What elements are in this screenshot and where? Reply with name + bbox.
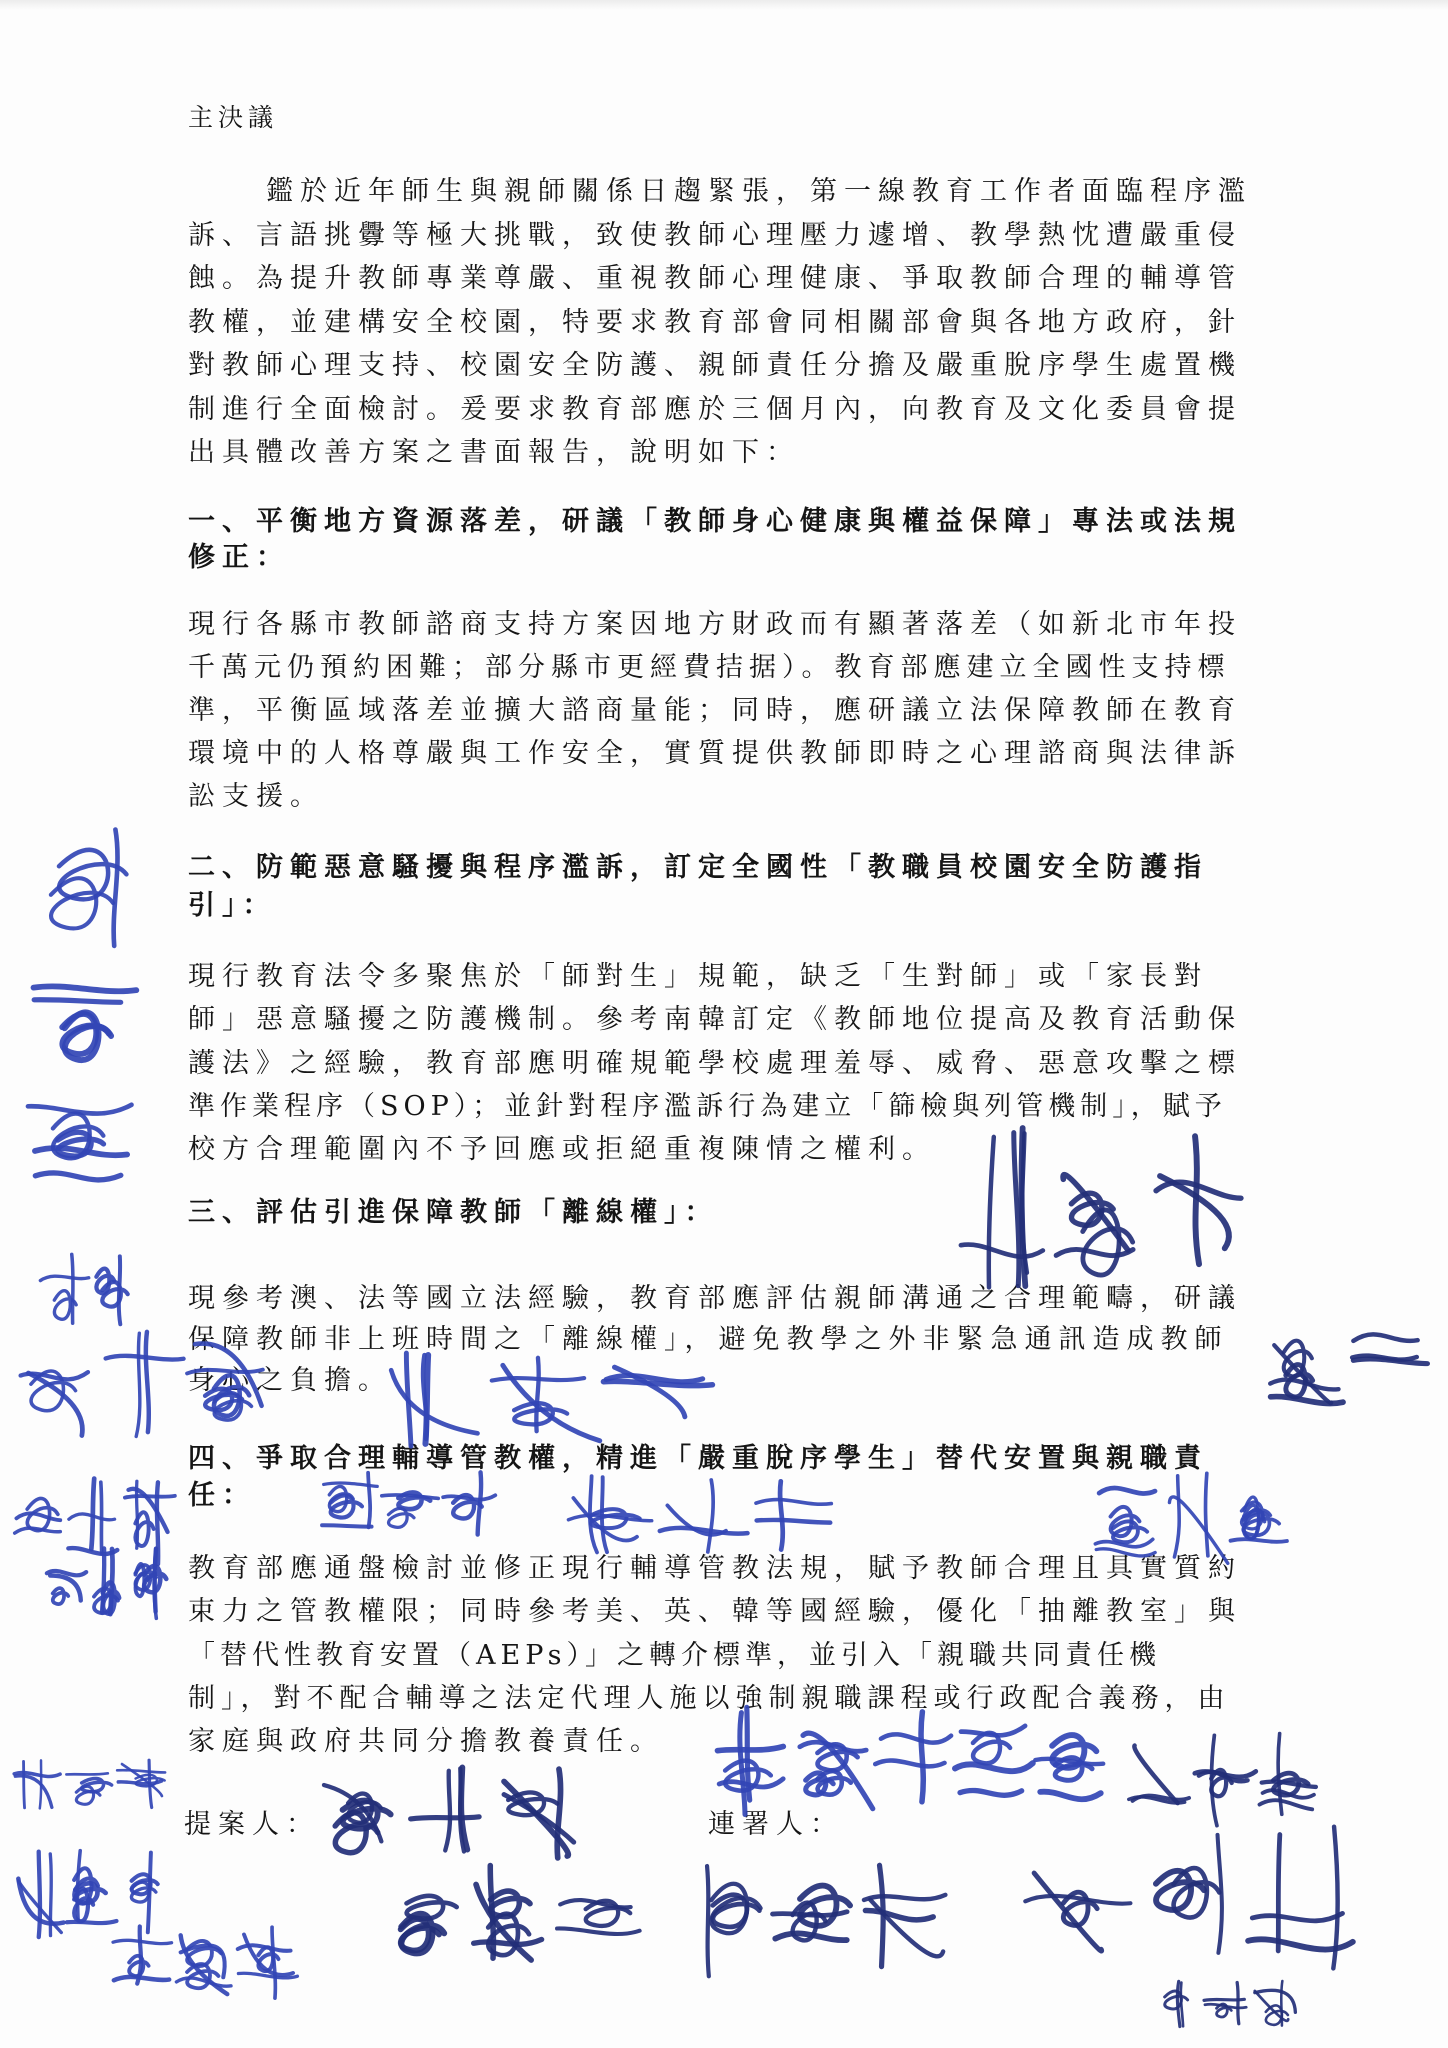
signature-stroke	[176, 1978, 231, 1986]
signature-stroke	[82, 1778, 112, 1791]
signature-stroke	[514, 1403, 567, 1424]
signature	[111, 1921, 301, 2001]
section-3-heading	[188, 1195, 719, 1231]
signature-stroke	[707, 1866, 709, 1976]
signature	[13, 1475, 178, 1567]
signature-stroke	[1156, 1871, 1204, 1910]
signature-stroke	[146, 1332, 149, 1432]
signature	[1266, 1312, 1430, 1423]
signature-stroke	[69, 1514, 115, 1520]
section-body-line: 師」惡意騷擾之防護機制。參考南韓訂定《教師地位提高及教育活動保	[188, 1004, 1242, 1036]
signature-stroke	[407, 1896, 457, 1919]
signature-stroke	[149, 1760, 152, 1807]
signature-stroke	[54, 1291, 76, 1320]
signature-stroke	[78, 1851, 81, 1921]
signature-stroke	[775, 1933, 846, 1940]
signature-stroke	[76, 1786, 100, 1804]
signature-stroke	[1263, 1790, 1314, 1798]
signature-stroke	[557, 1769, 560, 1858]
signature	[380, 1862, 642, 1967]
signature-stroke	[1252, 1913, 1342, 1920]
signature-stroke	[31, 1371, 76, 1411]
intro-paragraph	[188, 170, 1252, 475]
signature-stroke	[67, 1921, 117, 1923]
signature-stroke	[1211, 1770, 1231, 1796]
signature-stroke	[660, 1528, 748, 1534]
signature-stroke	[187, 1964, 218, 1988]
signature-stroke	[1286, 1365, 1313, 1397]
signature-stroke	[1034, 1873, 1101, 1951]
signature-stroke	[40, 1276, 88, 1280]
signature-stroke	[34, 1000, 121, 1003]
signature-stroke	[53, 1114, 103, 1159]
signature-stroke	[560, 1900, 630, 1907]
signature-stroke	[39, 1852, 40, 1937]
section-body-line: 訟支援。	[188, 781, 324, 812]
signature-stroke	[114, 1977, 169, 1980]
signature-stroke	[272, 1927, 275, 1998]
signature	[315, 1764, 585, 1864]
signature-ink	[46, 1548, 171, 1628]
signature-stroke	[144, 1566, 166, 1592]
signature	[682, 1856, 951, 1987]
section-body-line: 千萬元仍預約困難；部分縣市更經費拮据）。教育部應建立全國性支持標	[188, 652, 1231, 683]
signature-stroke	[1231, 1539, 1287, 1542]
intro-line: 訴、言語挑釁等極大挑戰，致使教師心理壓力遽增、教學熱忱遭嚴重侵	[188, 219, 1242, 251]
signature-stroke	[35, 1148, 127, 1155]
signature-stroke	[135, 1512, 153, 1546]
signature-stroke	[1083, 1210, 1133, 1275]
signature-stroke	[157, 1482, 158, 1564]
signature-stroke	[28, 1373, 82, 1436]
section-1-body	[188, 603, 1242, 818]
signature-stroke	[1274, 1345, 1331, 1403]
signature-ink	[380, 1862, 642, 1967]
signature-stroke	[1353, 1334, 1417, 1341]
signature-stroke	[21, 1372, 88, 1379]
signature-stroke	[238, 1973, 297, 1978]
signature-stroke	[1160, 1176, 1229, 1248]
signature-ink	[315, 1764, 585, 1864]
intro-line: 出具體改善方案之書面報告，說明如下：	[188, 437, 800, 468]
signature-stroke	[1278, 1734, 1282, 1815]
signature-stroke	[488, 1914, 529, 1955]
cosigner-label: 連署人：	[708, 1809, 844, 1840]
signature-ink	[13, 1849, 173, 1941]
signature-stroke	[53, 1588, 68, 1604]
signature-stroke	[68, 1548, 117, 1554]
signature-stroke	[818, 1771, 851, 1795]
signature-stroke	[16, 1513, 60, 1520]
signature-stroke	[119, 1256, 120, 1324]
signature-stroke	[474, 1939, 542, 1944]
signature-stroke	[713, 1895, 760, 1927]
signature-stroke	[1260, 1800, 1313, 1809]
signature-stroke	[15, 1528, 61, 1533]
signature-stroke	[1205, 2004, 1246, 2008]
signature-ink	[1266, 1312, 1430, 1423]
signature-stroke	[491, 1891, 530, 1916]
signature-stroke	[65, 1012, 111, 1060]
signature-stroke	[154, 1549, 156, 1619]
signature-stroke	[1095, 1539, 1152, 1546]
signature-stroke	[74, 1868, 98, 1903]
section-body-line: 準，平衡區域落差並擴大諮商量能；同時，應研議立法保障教師在教育	[188, 695, 1242, 726]
signature-stroke	[1284, 1341, 1312, 1377]
signature-stroke	[15, 1776, 52, 1808]
section-body-line: 制」，對不配合輔導之法定代理人施以強制親職課程或行政配合義務，由	[188, 1682, 1231, 1714]
signature-stroke	[793, 1903, 826, 1941]
section-heading-line: 任：	[188, 1480, 256, 1511]
signature-stroke	[18, 1879, 63, 1924]
signature-stroke	[244, 1934, 293, 1975]
signature-stroke	[101, 1482, 102, 1553]
signature-stroke	[35, 1173, 120, 1180]
signature-stroke	[1199, 1772, 1248, 1782]
signature-stroke	[1241, 1502, 1270, 1529]
signature-ink	[1023, 1823, 1357, 1974]
signature-stroke	[129, 1489, 168, 1532]
signature-stroke	[1156, 1182, 1241, 1198]
signature-stroke	[122, 1764, 162, 1796]
section-2-heading	[188, 849, 1208, 925]
signature-stroke	[1281, 1981, 1282, 2026]
signature-stroke	[806, 1773, 834, 1795]
section-body-line: 教育部應通盤檢討並修正現行輔導管教法規，賦予教師合理且具實質約	[188, 1553, 1242, 1584]
signature-stroke	[187, 1941, 221, 1966]
signature-stroke	[102, 1548, 104, 1612]
signature-stroke	[258, 1947, 278, 1971]
signature-stroke	[1237, 1983, 1239, 2024]
signature-stroke	[1255, 1991, 1288, 2021]
signature-stroke	[1173, 1868, 1219, 1917]
signature-stroke	[1255, 1990, 1296, 2012]
section-heading-line: 二、防範惡意騷擾與程序濫訴，訂定全國性「教職員校園安全防護指	[188, 852, 1208, 883]
signature-stroke	[1218, 1835, 1222, 1953]
signature	[46, 1548, 171, 1628]
signature-stroke	[460, 1768, 464, 1851]
intro-line: 制進行全面檢討。爰要求教育部應於三個月內，向教育及文化委員會提	[188, 393, 1242, 425]
signature-stroke	[148, 1853, 151, 1933]
signature-stroke	[324, 1785, 381, 1841]
signature-stroke	[91, 1479, 94, 1550]
signature-ink	[26, 826, 144, 1206]
section-body-line: 現參考澳、法等國立法經驗，教育部應評估親師溝通之合理範疇，研議	[188, 1283, 1242, 1314]
signature-stroke	[1273, 1773, 1308, 1795]
section-heading-line: 三、評估引進保障教師「離線權」：	[188, 1197, 719, 1228]
signature-stroke	[1025, 1896, 1130, 1904]
signature-stroke	[1195, 1771, 1256, 1776]
section-body-line: 束力之管教權限；同時參考美、英、韓等國經驗，優化「抽離教室」與	[188, 1596, 1242, 1628]
signature-stroke	[411, 1817, 479, 1819]
signature-stroke	[106, 1356, 184, 1360]
signature-stroke	[725, 1761, 771, 1791]
signature-stroke	[568, 1515, 651, 1521]
signature-stroke	[66, 1773, 107, 1774]
signature-stroke	[955, 1763, 1033, 1771]
signature-stroke	[114, 830, 118, 946]
signature-stroke	[1056, 1249, 1133, 1255]
signature-stroke	[131, 1882, 155, 1902]
section-3-body	[188, 1278, 1242, 1401]
signature-ink	[1154, 1980, 1298, 2033]
signature-stroke	[322, 1525, 371, 1526]
section-4-body	[188, 1547, 1242, 1763]
signature-stroke	[24, 1761, 25, 1807]
signature-stroke	[586, 1901, 631, 1926]
signature-stroke	[504, 1794, 574, 1842]
section-body-line: 家庭與政府共同分擔教養責任。	[188, 1726, 664, 1758]
signature-stroke	[865, 1911, 933, 1920]
signature-stroke	[800, 1886, 850, 1926]
signature-stroke	[135, 1564, 147, 1596]
section-body-line: 護法》之經驗，教育部應明確規範學校處理羞辱、威脅、惡意攻擊之標	[188, 1047, 1242, 1079]
signature-stroke	[136, 1333, 140, 1436]
signature-stroke	[1129, 1797, 1185, 1803]
signature-stroke	[461, 1767, 467, 1849]
signature-stroke	[135, 1565, 156, 1590]
signature-stroke	[27, 1498, 58, 1530]
signature-stroke	[47, 1571, 86, 1575]
signature-ink	[13, 1475, 178, 1567]
signature-stroke	[1181, 1983, 1183, 2027]
signature	[40, 1252, 140, 1330]
signature-stroke	[113, 1940, 172, 1943]
signature-stroke	[118, 1781, 161, 1784]
signature-stroke	[1266, 2005, 1288, 2024]
signature-stroke	[1071, 1193, 1113, 1225]
signature-stroke	[1271, 1397, 1343, 1404]
signature-stroke	[1244, 1505, 1265, 1538]
intro-line: 蝕。為提升教師專業尊嚴、重視教師心理健康、爭取教師合理的輔導管	[188, 263, 1242, 294]
signature-stroke	[117, 1770, 165, 1772]
signature-stroke	[74, 1889, 93, 1922]
signature-stroke	[864, 1895, 945, 1900]
signature-stroke	[401, 1914, 444, 1954]
signature	[10, 1757, 170, 1812]
signature-stroke	[136, 1775, 165, 1787]
section-body-line: 準作業程序（SOP）；並針對程序濫訴行為建立「篩檢與列管機制」，賦予	[188, 1090, 1227, 1122]
signature-stroke	[719, 1779, 783, 1787]
signature-stroke	[181, 1935, 228, 1994]
signature-stroke	[18, 1881, 61, 1933]
signature-stroke	[40, 1760, 41, 1808]
intro-line: 教權，並建構安全校園，特要求教育部會同相關部會與各地方政府，針	[188, 306, 1242, 338]
scan-edge-shadow	[0, 0, 1448, 10]
signature-stroke	[1243, 1512, 1279, 1535]
signature-stroke	[960, 1790, 1022, 1795]
signature-stroke	[28, 1105, 131, 1114]
signature-stroke	[335, 1813, 378, 1853]
signature-ink	[40, 1252, 140, 1330]
signature-stroke	[137, 1481, 138, 1548]
signature-stroke	[1204, 1999, 1244, 2000]
signature-ink	[10, 1757, 170, 1812]
signature-stroke	[94, 1588, 118, 1613]
signature-stroke	[96, 1269, 114, 1294]
signature-stroke	[961, 1245, 1043, 1257]
section-body-line: 現行各縣市教師諮商支持方案因地方財政而有顯著落差（如新北市年投	[188, 609, 1242, 640]
signature-stroke	[155, 1549, 156, 1612]
signature	[13, 1849, 173, 1941]
signature-stroke	[102, 1282, 127, 1307]
signature-stroke	[1177, 1981, 1180, 2026]
signature-stroke	[343, 1801, 391, 1829]
signature-stroke	[1352, 1356, 1417, 1360]
section-heading-line: 四、爭取合理輔導管教權，精進「嚴重脫序學生」替代安置與親職責	[188, 1443, 1208, 1474]
section-body-line: 環境中的人格尊嚴與工作安全，實質提供教師即時之心理諮商與法律訴	[188, 738, 1242, 769]
document-title: 主決議	[188, 103, 279, 132]
signature-stroke	[1133, 1795, 1190, 1800]
signature-stroke	[1217, 2004, 1232, 2017]
signature-stroke	[110, 1549, 112, 1614]
signature-ink	[682, 1856, 951, 1987]
signature-stroke	[557, 1928, 640, 1934]
signature-stroke	[129, 1956, 148, 1976]
signature-stroke	[490, 1866, 493, 1959]
section-heading-line: 修正：	[188, 542, 290, 573]
section-1-heading	[188, 504, 1242, 576]
signature-stroke	[508, 1792, 557, 1815]
section-body-line: 「替代性教育安置（AEPs）」之轉介標準，並引入「親職共同責任機	[188, 1639, 1162, 1671]
signature-stroke	[14, 1773, 60, 1777]
signature-stroke	[238, 1945, 291, 1951]
signature-stroke	[51, 878, 113, 928]
signature-stroke	[348, 1794, 381, 1823]
signature-stroke	[75, 1883, 105, 1903]
signature-stroke	[1333, 1827, 1337, 1969]
signature-stroke	[125, 1496, 175, 1498]
signature	[26, 826, 144, 1206]
signature-stroke	[870, 1900, 943, 1957]
signature-stroke	[181, 1945, 225, 1977]
signature-stroke	[34, 986, 137, 991]
intro-line: 鑑於近年師生與親師關係日趨緊張，第一線教育工作者面臨程序濫	[266, 176, 1252, 207]
signature	[1023, 1823, 1357, 1974]
signature-stroke	[476, 1884, 531, 1959]
signature-stroke	[58, 1132, 104, 1156]
signature-stroke	[445, 1771, 450, 1851]
signature-stroke	[72, 1254, 73, 1323]
signature-stroke	[504, 1781, 568, 1856]
signature-stroke	[1165, 1991, 1188, 2009]
signature-stroke	[757, 1520, 831, 1523]
signature-stroke	[1113, 1521, 1147, 1542]
intro-line: 對教師心理支持、校園安全防護、親師責任分擔及嚴重脫序學生處置機	[188, 350, 1242, 381]
section-heading-line: 引」：	[188, 890, 277, 921]
signature-stroke	[1278, 1835, 1280, 1951]
signature-stroke	[1248, 1939, 1353, 1949]
signature-stroke	[1244, 1497, 1264, 1539]
signature-ink	[111, 1921, 301, 2001]
signature-stroke	[711, 1884, 760, 1933]
signature-stroke	[880, 1865, 884, 1966]
section-body-line: 身心之負擔。	[188, 1365, 392, 1396]
signature-stroke	[103, 1583, 119, 1614]
section-heading-line: 一、平衡地方資源落差，研議「教師身心健康與權益保障」專法或法規	[188, 506, 1242, 537]
section-body-line: 現行教育法令多聚焦於「師對生」規範，缺乏「生對師」或「家長對	[188, 961, 1208, 992]
signature-stroke	[50, 1576, 81, 1601]
section-body-line: 保障教師非上班時間之「離線權」，避免教學之外非緊急通訊造成教師	[188, 1324, 1229, 1355]
signature-stroke	[1262, 1782, 1316, 1787]
signature-stroke	[59, 850, 126, 900]
signature-stroke	[1063, 1175, 1128, 1250]
signature-stroke	[137, 1926, 141, 1983]
section-body-line: 校方合理範圍內不予回應或拒絕重複陳情之權利。	[188, 1134, 936, 1166]
proposer-label: 提案人：	[184, 1809, 320, 1840]
signature-stroke	[773, 1912, 848, 1916]
section-2-body	[188, 955, 1242, 1171]
signature	[1154, 1980, 1298, 2033]
signature-stroke	[50, 1854, 51, 1936]
signature-stroke	[401, 1919, 439, 1950]
signature-stroke	[1270, 1380, 1338, 1390]
signature-stroke	[1063, 1892, 1097, 1925]
signature-stroke	[1040, 1792, 1101, 1800]
section-4-heading	[188, 1440, 1208, 1514]
signature-stroke	[1353, 1359, 1427, 1364]
signature-stroke	[62, 1014, 109, 1054]
signature-stroke	[132, 1874, 158, 1894]
